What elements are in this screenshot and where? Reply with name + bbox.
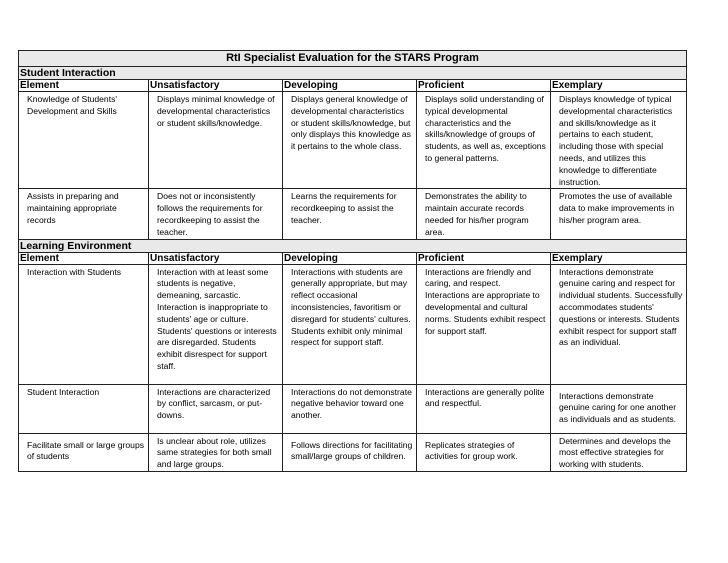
element-cell: Knowledge of Students' Development and Skills [19,92,149,189]
element-cell: Student Interaction [19,384,149,433]
column-header-proficient: Proficient [417,252,551,264]
exemplary-cell: Determines and develops the most effective strategies for working with students. [551,433,687,471]
column-header-unsatisfactory: Unsatisfactory [149,80,283,92]
proficient-cell: Interactions are friendly and caring, and respect. Interactions are appropriate to developmental and cultural norms. Students exhibit respect for support staff. [417,264,551,384]
developing-cell: Follows directions for facilitating small/large groups of children. [283,433,417,471]
exemplary-cell: Interactions demonstrate genuine caring for one another as individuals and as students. [551,384,687,433]
proficient-cell: Interactions are generally polite and respectful. [417,384,551,433]
unsatisfactory-cell: Interaction with at least some students is negative, demeaning, sarcastic. Interaction is inappropriate to students' age or culture. Students' questions or interests are disregarded. Students exhibit disrespect for support staff. [149,264,283,384]
rubric-page [18,50,686,472]
element-cell: Interaction with Students [19,264,149,384]
rubric-table [18,50,687,472]
title-row [19,51,687,67]
developing-cell: Displays general knowledge of developmental characteristics or student skills/knowledge, but only displays this knowledge as it pertains to the whole class. [283,92,417,189]
proficient-cell: Displays solid understanding of typical developmental characteristics and the skills/knowledge of groups of students, as well as, exceptions to general patterns. [417,92,551,189]
column-header-row [19,80,687,92]
unsatisfactory-cell: Interactions are characterized by conflict, sarcasm, or put-downs. [149,384,283,433]
section-title: Learning Environment [19,239,687,252]
column-header-proficient: Proficient [417,80,551,92]
element-cell: Assists in preparing and maintaining appropriate records [19,189,149,239]
unsatisfactory-cell: Is unclear about role, utilizes same strategies for both small and large groups. [149,433,283,471]
developing-cell: Interactions with students are generally appropriate, but may reflect occasional inconsistencies, favoritism or disregard for students' cultures. Students exhibit only minimal respect for support staff. [283,264,417,384]
column-header-element: Element [19,80,149,92]
exemplary-cell: Displays knowledge of typical developmental characteristics and skills/knowledge as it pertains to each student, including those with special needs, and utilizes this knowledge to differentiate instruction. [551,92,687,189]
unsatisfactory-cell: Does not or inconsistently follows the requirements for recordkeeping to assist the teacher. [149,189,283,239]
exemplary-cell: Interactions demonstrate genuine caring and respect for individual students. Successfully accommodates students' questions or interests. Students exhibit respect for support staff as an individual. [551,264,687,384]
column-header-developing: Developing [283,252,417,264]
section-header-row [19,239,687,252]
exemplary-cell: Promotes the use of available data to make improvements in his/her program area. [551,189,687,239]
developing-cell: Interactions do not demonstrate negative behavior toward one another. [283,384,417,433]
table-row [19,189,687,239]
column-header-element: Element [19,252,149,264]
proficient-cell: Demonstrates the ability to maintain accurate records needed for his/her program area. [417,189,551,239]
page-title: RtI Specialist Evaluation for the STARS Program [19,51,687,67]
table-row [19,264,687,384]
section-title: Student Interaction [19,67,687,80]
column-header-unsatisfactory: Unsatisfactory [149,252,283,264]
section-header-row [19,67,687,80]
table-row [19,433,687,471]
column-header-row [19,252,687,264]
proficient-cell: Replicates strategies of activities for group work. [417,433,551,471]
unsatisfactory-cell: Displays minimal knowledge of developmental characteristics or student skills/knowledge. [149,92,283,189]
column-header-exemplary: Exemplary [551,80,687,92]
column-header-exemplary: Exemplary [551,252,687,264]
element-cell: Facilitate small or large groups of students [19,433,149,471]
table-row [19,384,687,433]
table-row [19,92,687,189]
column-header-developing: Developing [283,80,417,92]
developing-cell: Learns the requirements for recordkeeping to assist the teacher. [283,189,417,239]
